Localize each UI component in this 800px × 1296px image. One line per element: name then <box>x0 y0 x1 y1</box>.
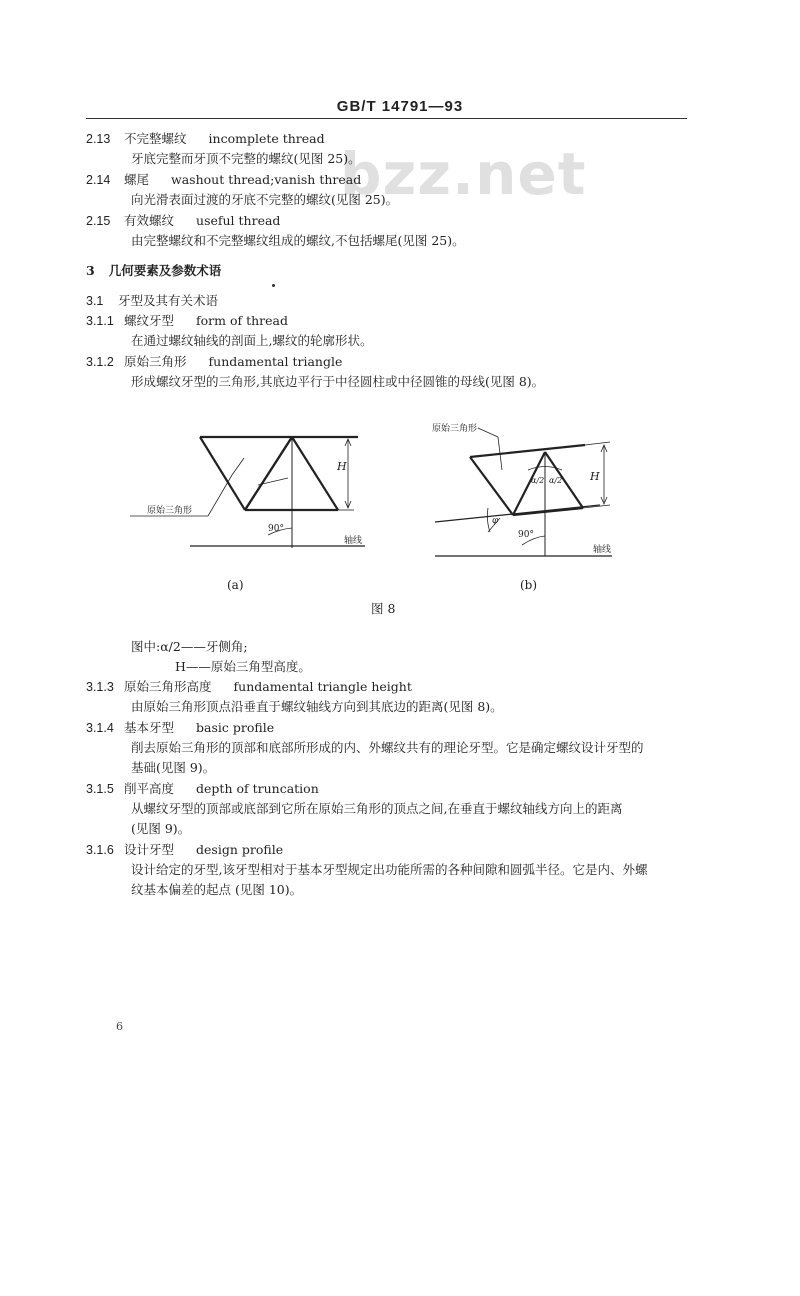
entry-term <box>124 212 280 230</box>
legend-line: 图中:α/2——牙侧角; <box>131 639 248 654</box>
entry-number: 3.1.1 <box>86 314 114 328</box>
entry-definition: 由原始三角形顶点沿垂直于螺纹轴线方向到其底边的距离(见图 8)。 <box>131 699 503 714</box>
triangle-flank <box>470 457 513 515</box>
section-number: 3 <box>86 263 95 278</box>
dimension-label-h: H <box>590 470 600 483</box>
term-en: useful thread <box>196 213 281 228</box>
term-cn: 削平高度 <box>124 781 175 796</box>
term-en: incomplete thread <box>208 131 325 146</box>
term-cn: 原始三角形高度 <box>124 679 212 694</box>
entry-term <box>124 353 342 371</box>
entry-number: 2.13 <box>86 132 111 146</box>
entry-number: 3.1.5 <box>86 782 114 796</box>
figure-b-label: 原始三角形 <box>432 424 478 434</box>
subsection-number: 3.1 <box>86 294 104 308</box>
leader-line <box>478 428 498 437</box>
phi-label: φ <box>492 516 499 526</box>
figure-8 <box>0 410 800 620</box>
entry-definition: 削去原始三角形的顶部和底部所形成的内、外螺纹共有的理论牙型。它是确定螺纹设计牙型的 <box>131 740 644 755</box>
term-en: depth of truncation <box>196 781 319 796</box>
axis-label: 轴线 <box>593 545 612 555</box>
triangle-flank <box>245 437 292 510</box>
term-en: design profile <box>196 842 284 857</box>
axis-label: 轴线 <box>344 536 363 546</box>
entry-number: 2.14 <box>86 173 111 187</box>
entry-definition: 牙底完整而牙顶不完整的螺纹(见图 25)。 <box>131 151 361 166</box>
entry-number: 3.1.4 <box>86 721 114 735</box>
header-rule <box>86 118 687 119</box>
subsection-title: 牙型及其有关术语 <box>118 293 219 308</box>
entry-number: 3.1.6 <box>86 843 114 857</box>
figure-a-label: 原始三角形 <box>147 506 193 516</box>
entry-definition: 设计给定的牙型,该牙型相对于基本牙型规定出功能所需的各种间隙和圆弧半径。它是内、外螺 <box>131 862 648 877</box>
leader-line <box>208 475 232 516</box>
entry-term <box>124 678 412 696</box>
term-en: fundamental triangle height <box>233 679 412 694</box>
half-angle-label-left: α/2 <box>531 476 545 485</box>
section-heading <box>86 262 221 280</box>
triangle-top-edge <box>470 445 585 457</box>
entry-term <box>124 780 319 798</box>
watermark: bzz.net <box>340 140 587 208</box>
entry-term <box>124 841 283 859</box>
term-cn: 螺纹牙型 <box>124 313 175 328</box>
term-en: washout thread;vanish thread <box>171 172 362 187</box>
term-cn: 基本牙型 <box>124 720 175 735</box>
entry-number: 3.1.3 <box>86 680 114 694</box>
entry-definition: 在通过螺纹轴线的剖面上,螺纹的轮廓形状。 <box>131 333 373 348</box>
entry-definition-cont: (见图 9)。 <box>131 821 191 836</box>
term-cn: 不完整螺纹 <box>124 131 187 146</box>
entry-definition: 从螺纹牙型的顶部或底部到它所在原始三角形的顶点之间,在垂直于螺纹轴线方向上的距离 <box>131 801 623 816</box>
triangle-flank <box>200 437 245 510</box>
half-angle-label-right: α/2 <box>549 476 563 485</box>
legend-line: H——原始三角型高度。 <box>175 659 311 674</box>
angle-label: 90° <box>518 530 534 540</box>
term-en: form of thread <box>196 313 288 328</box>
entry-number: 2.15 <box>86 214 111 228</box>
page-header: GB/T 14791—93 <box>336 98 464 115</box>
speck <box>272 284 275 287</box>
dimension-label-h: H <box>337 460 347 473</box>
term-cn: 有效螺纹 <box>124 213 175 228</box>
term-cn: 原始三角形 <box>124 354 187 369</box>
page-number: 6 <box>116 1020 123 1033</box>
subfigure-a-caption: (a) <box>227 578 244 592</box>
entry-definition: 向光滑表面过渡的牙底不完整的螺纹(见图 25)。 <box>131 192 399 207</box>
entry-term <box>124 171 361 189</box>
subfigure-b-caption: (b) <box>520 578 538 592</box>
figure-caption: 图 8 <box>371 601 396 616</box>
entry-definition: 形成螺纹牙型的三角形,其底边平行于中径圆柱或中径圆锥的母线(见图 8)。 <box>131 374 545 389</box>
term-en: fundamental triangle <box>208 354 343 369</box>
triangle-flank <box>292 437 338 510</box>
entry-term <box>124 719 274 737</box>
entry-term <box>124 130 325 148</box>
term-cn: 设计牙型 <box>124 842 175 857</box>
figure-8a <box>130 437 365 548</box>
entry-number: 3.1.2 <box>86 355 114 369</box>
entry-definition: 由完整螺纹和不完整螺纹组成的螺纹,不包括螺尾(见图 25)。 <box>131 233 465 248</box>
entry-definition-cont: 纹基本偏差的起点 (见图 10)。 <box>131 882 303 897</box>
entry-definition-cont: 基础(见图 9)。 <box>131 760 216 775</box>
section-title: 几何要素及参数术语 <box>108 263 222 278</box>
angle-label: 90° <box>268 524 284 534</box>
term-en: basic profile <box>196 720 275 735</box>
triangle-base <box>513 508 583 515</box>
entry-term <box>124 312 288 330</box>
term-cn: 螺尾 <box>124 172 150 187</box>
